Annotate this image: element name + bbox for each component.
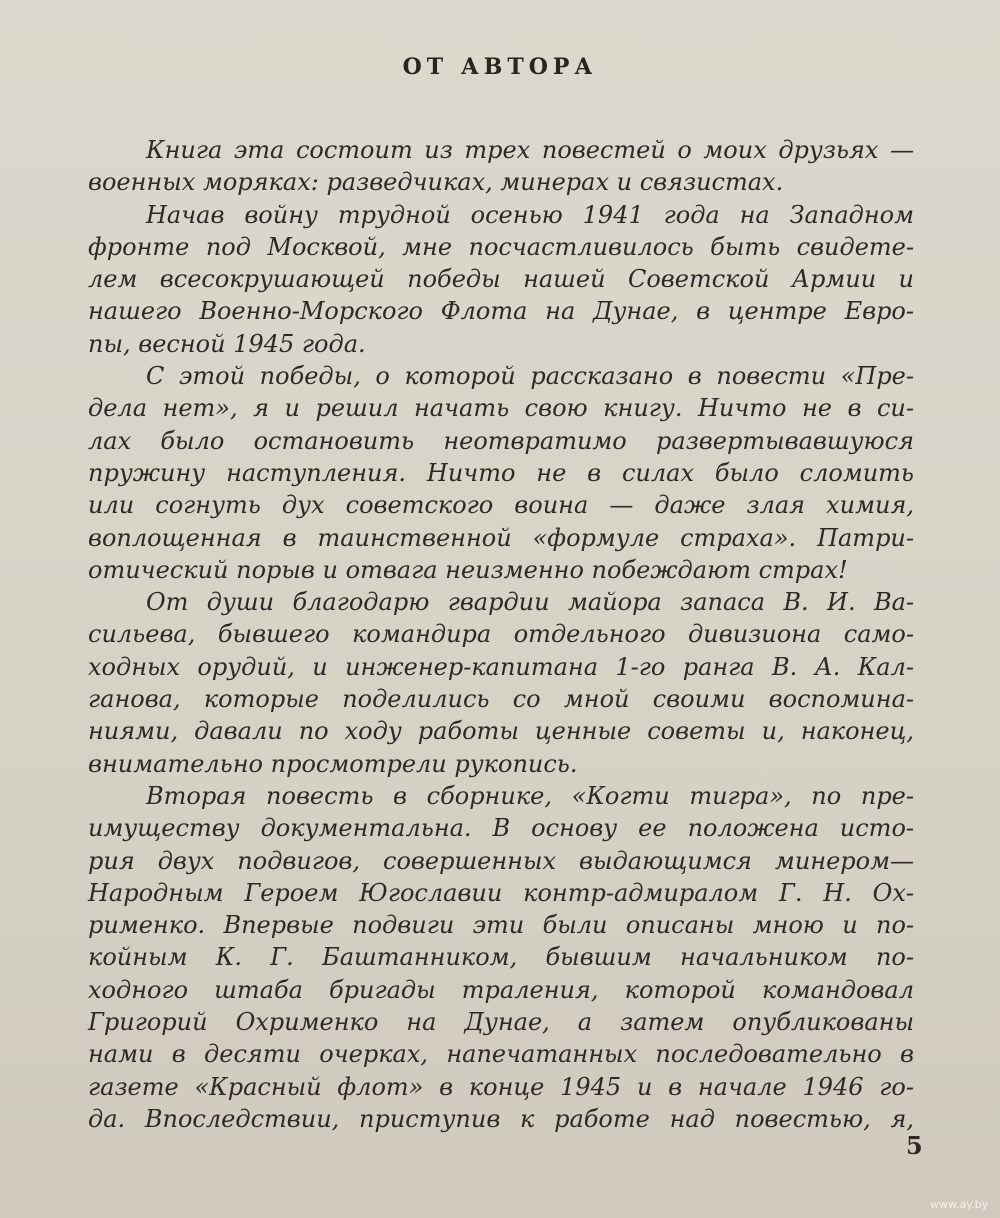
text-line: внимательно просмотрели рукопись.: [88, 749, 578, 778]
text-line: фронте под Москвой, мне посчастливилось быть свидете-: [88, 232, 914, 261]
text-line: койным К. Г. Баштанником, бывшим начальником по-: [88, 943, 914, 972]
watermark: www.ay.by: [930, 1198, 989, 1211]
text-line: дела нет», я и решил начать свою книгу. Ничто не в си-: [88, 394, 914, 423]
text-line: пружину наступления. Ничто не в силах было сломить: [88, 458, 914, 487]
text-line: отический порыв и отвага неизменно побеждают страх!: [88, 555, 848, 584]
page-number: 5: [906, 1131, 923, 1160]
page-title: ОТ АВТОРА: [402, 54, 598, 80]
text-line: пы, весной 1945 года.: [88, 329, 366, 358]
text-line: лах было остановить неотвратимо развертывавшуюся: [88, 426, 914, 455]
text-line: лем всесокрушающей победы нашей Советской Армии и: [88, 265, 914, 294]
text-line: Народным Героем Югославии контр-адмиралом Г. Н. Ох-: [88, 878, 914, 907]
text-line: ходного штаба бригады траления, которой командовал: [88, 975, 914, 1004]
text-line: военных моряках: разведчиках, минерах и связистах.: [88, 168, 784, 197]
text-line: ходных орудий, и инженер-капитана 1-го ранга В. А. Кал-: [88, 652, 914, 681]
text-line: или согнуть дух советского воина — даже злая химия,: [88, 491, 914, 520]
body-text: [88, 134, 914, 1135]
text-line: Книга эта состоит из трех повестей о моих друзьях —: [146, 136, 914, 164]
text-line: рия двух подвигов, совершенных выдающимся минером—: [88, 846, 914, 875]
text-line: нашего Военно-Морского Флота на Дунае, в центре Евро-: [88, 297, 914, 326]
text-line: Вторая повесть в сборнике, «Когти тигра», по пре-: [146, 781, 914, 810]
text-line: рименко. Впервые подвиги эти были описаны мною и по-: [88, 911, 914, 940]
text-line: нами в десяти очерках, напечатанных последовательно в: [88, 1040, 914, 1069]
text-line: С этой победы, о которой рассказано в повести «Пре-: [146, 362, 914, 391]
text-line: сильева, бывшего командира отдельного дивизиона само-: [88, 620, 914, 649]
text-line: От души благодарю гвардии майора запаса В. И. Ва-: [146, 588, 914, 617]
text-line: да. Впоследствии, приступив к работе над повестью, я,: [88, 1104, 914, 1133]
text-line: газете «Красный флот» в конце 1945 и в начале 1946 го-: [88, 1072, 914, 1101]
text-line: Григорий Охрименко на Дунае, а затем опубликованы: [88, 1008, 914, 1037]
text-line: ганова, которые поделились со мной своими воспомина-: [88, 685, 914, 714]
text-line: ниями, давали по ходу работы ценные советы и, наконец,: [88, 717, 914, 746]
text-line: имуществу документальна. В основу ее положена исто-: [88, 814, 914, 843]
text-line: воплощенная в таинственной «формуле страха». Патри-: [88, 523, 914, 552]
text-line: Начав войну трудной осенью 1941 года на Западном: [146, 200, 914, 229]
